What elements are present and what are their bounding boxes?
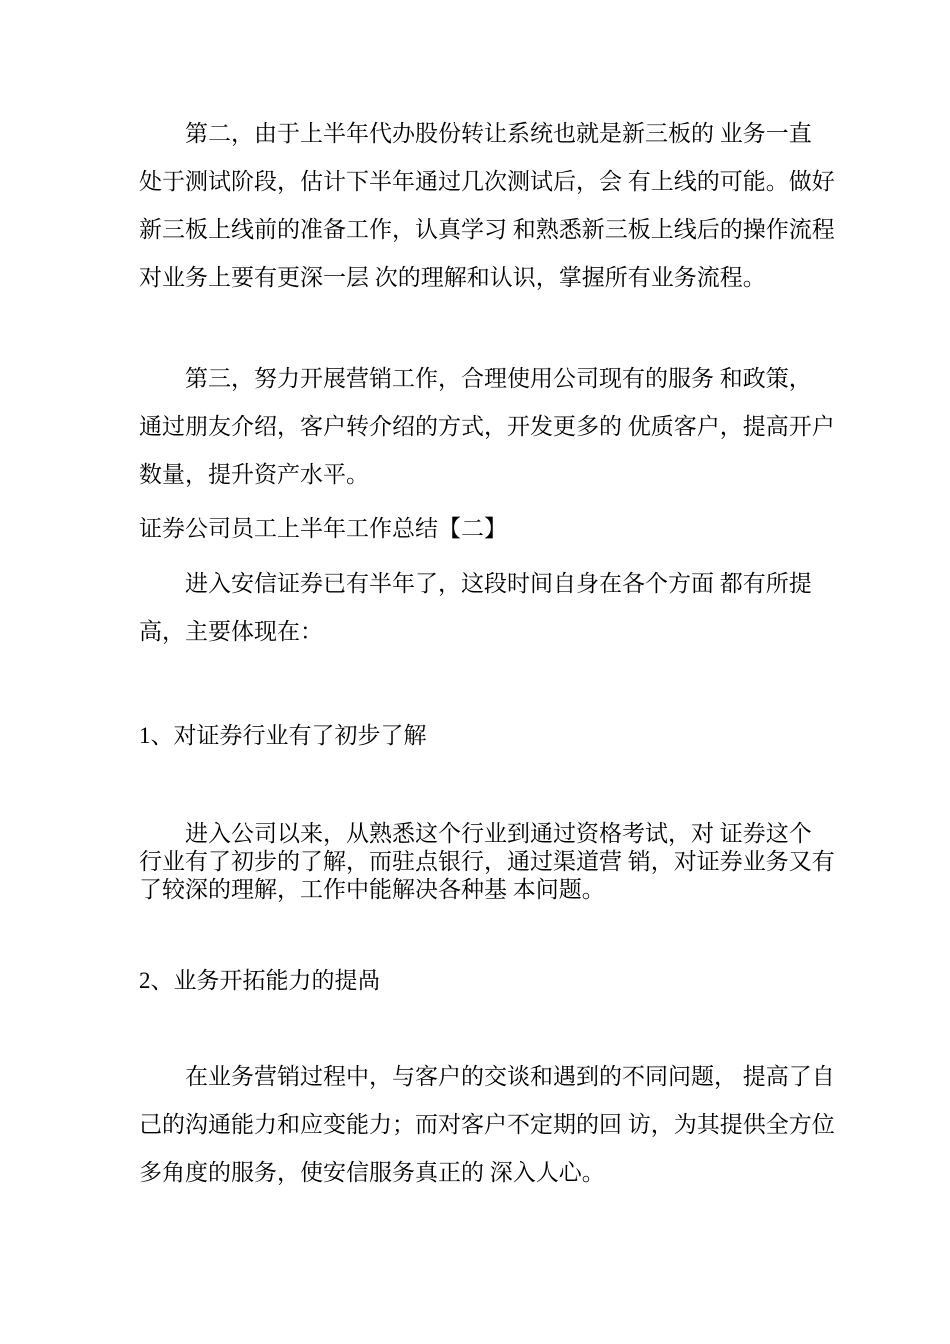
heading-item-1: 1、对证券行业有了初步了解 [139, 723, 427, 748]
heading-item-2: 2、业务开拓能力的提咼 [139, 968, 381, 993]
document-content [0, 110, 950, 1197]
paragraph-intro: 进入安信证券已有半年了，这段时间自身在各个方面 都有所提 高，主要体现在： [139, 571, 812, 644]
paragraph-industry-understanding: 进入公司以来，从熟悉这个行业到通过资格考试，对 证券这个 行业有了初步的了解，而驻点银行，通过渠道营 销，对证券业务又有 了较深的理解，工作中能解决各种基 本问题。 [139, 821, 835, 902]
section-title: 证券公司员工上半年工作总结【二】 [139, 516, 507, 541]
paragraph-business-growth: 在业务营销过程中，与客户的交谈和遇到的不同问题， 提高了自 己的沟通能力和应变能力；而对客户不定期的回 访，为其提供全方位 多角度的服务，使安信服务真正的 深入人心。 [139, 1064, 835, 1185]
paragraph-third-point: 第三，努力开展营销工作，合理使用公司现有的服务 和政策， 通过朋友介绍，客户转介绍的方式，开发更多的 优质客户，提高开户 数量，提升资产水平。 [139, 366, 835, 487]
paragraph-second-point: 第二，由于上半年代办股份转让系统也就是新三板的 业务一直 处于测试阶段，估计下半年通过几次测试后，会 有上线的可能。做好 新三板上线前的准备工作，认真学习 和熟悉新三板上线后的操作流程 对业务上要有更深一层 次的理解和认识，掌握所有业务流程。 [139, 121, 835, 290]
